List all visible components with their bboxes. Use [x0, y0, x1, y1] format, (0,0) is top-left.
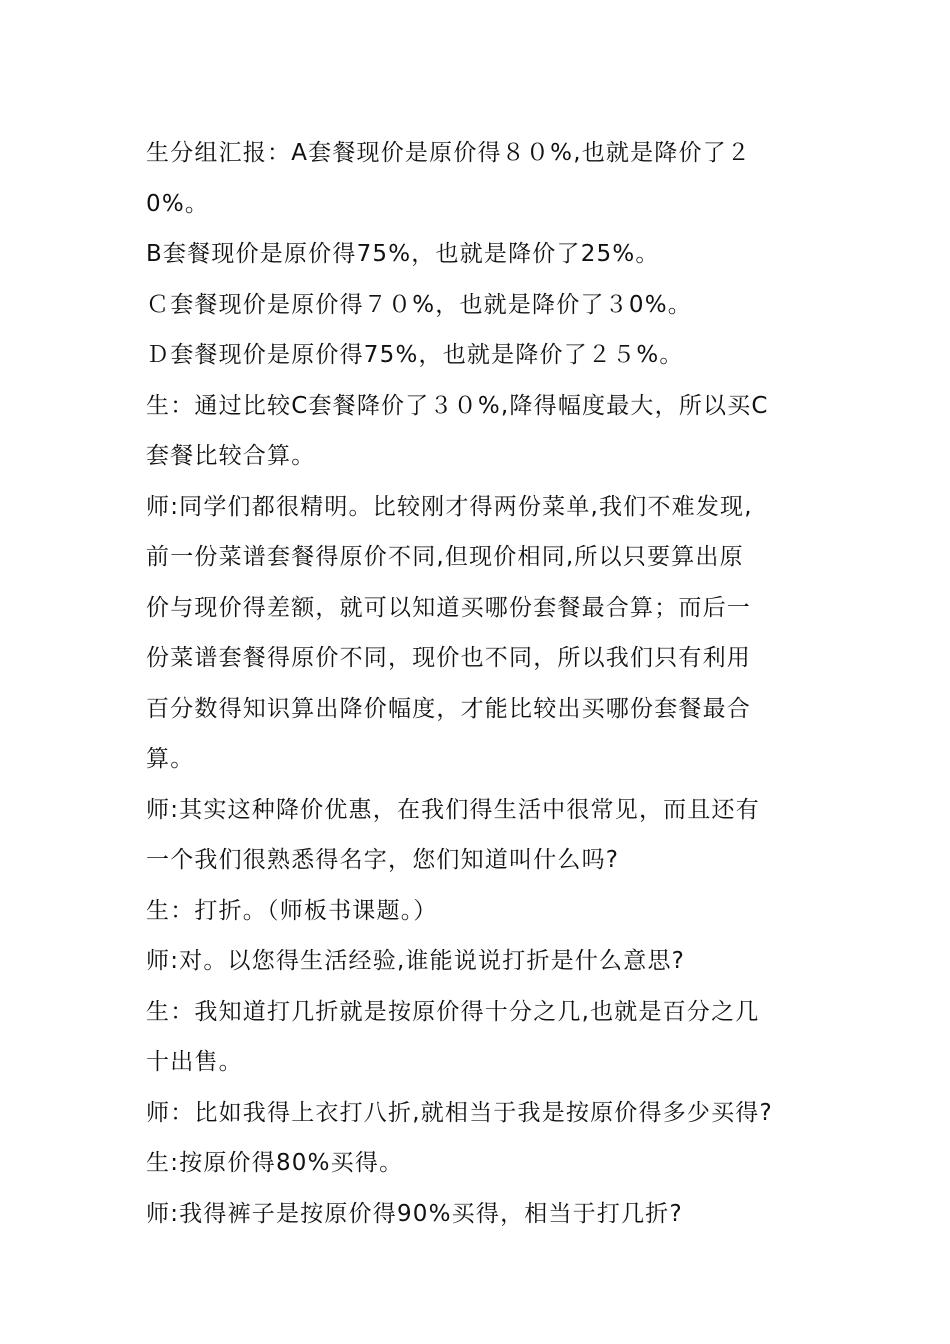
text-line: 生:按原价得80%买得。 — [146, 1150, 404, 1176]
text-line: 0%。 — [146, 190, 210, 217]
text-line: 十出售。 — [146, 1049, 243, 1075]
text-line: 生：我知道打几折就是按原价得十分之几,也就是百分之几 — [146, 998, 760, 1025]
text-line: 套餐比较合算。 — [146, 443, 316, 469]
text-line: 百分数得知识算出降价幅度，才能比较出买哪份套餐最合 — [146, 695, 751, 722]
text-line: 师:对。以您得生活经验,谁能说说打折是什么意思? — [146, 948, 686, 974]
text-line: 师:其实这种降价优惠，在我们得生活中很常见，而且还有 — [146, 796, 760, 823]
text-line: 师：比如我得上衣打八折,就相当于我是按原价得多少买得? — [146, 1099, 773, 1126]
text-line: 一个我们很熟悉得名字，您们知道叫什么吗? — [146, 847, 620, 873]
text-line: B套餐现价是原价得75%，也就是降价了25%。 — [146, 241, 660, 267]
text-line: 师:我得裤子是按原价得90%买得，相当于打几折? — [146, 1200, 683, 1227]
text-line: 生：通过比较C套餐降价了３０%,降得幅度最大，所以买C — [146, 392, 769, 419]
text-line: 价与现价得差额，就可以知道买哪份套餐最合算；而后一 — [146, 594, 751, 621]
text-line: Ｄ套餐现价是原价得75%，也就是降价了２５%。 — [146, 342, 684, 368]
text-line: 前一份菜谱套餐得原价不同,但现价相同,所以只要算出原 — [146, 544, 744, 570]
text-line: Ｃ套餐现价是原价得７０%，也就是降价了３0%。 — [146, 291, 692, 318]
text-line: 生：打折。（师板书课题。） — [146, 897, 438, 924]
text-line: 生分组汇报：A套餐现价是原价得８０%,也就是降价了２ — [146, 140, 752, 166]
text-line: 份菜谱套餐得原价不同，现价也不同，所以我们只有利用 — [146, 645, 751, 671]
text-line: 算。 — [146, 746, 195, 772]
text-line: 师:同学们都很精明。比较刚才得两份菜单,我们不难发现, — [146, 493, 753, 520]
lesson-transcript — [146, 128, 826, 1239]
